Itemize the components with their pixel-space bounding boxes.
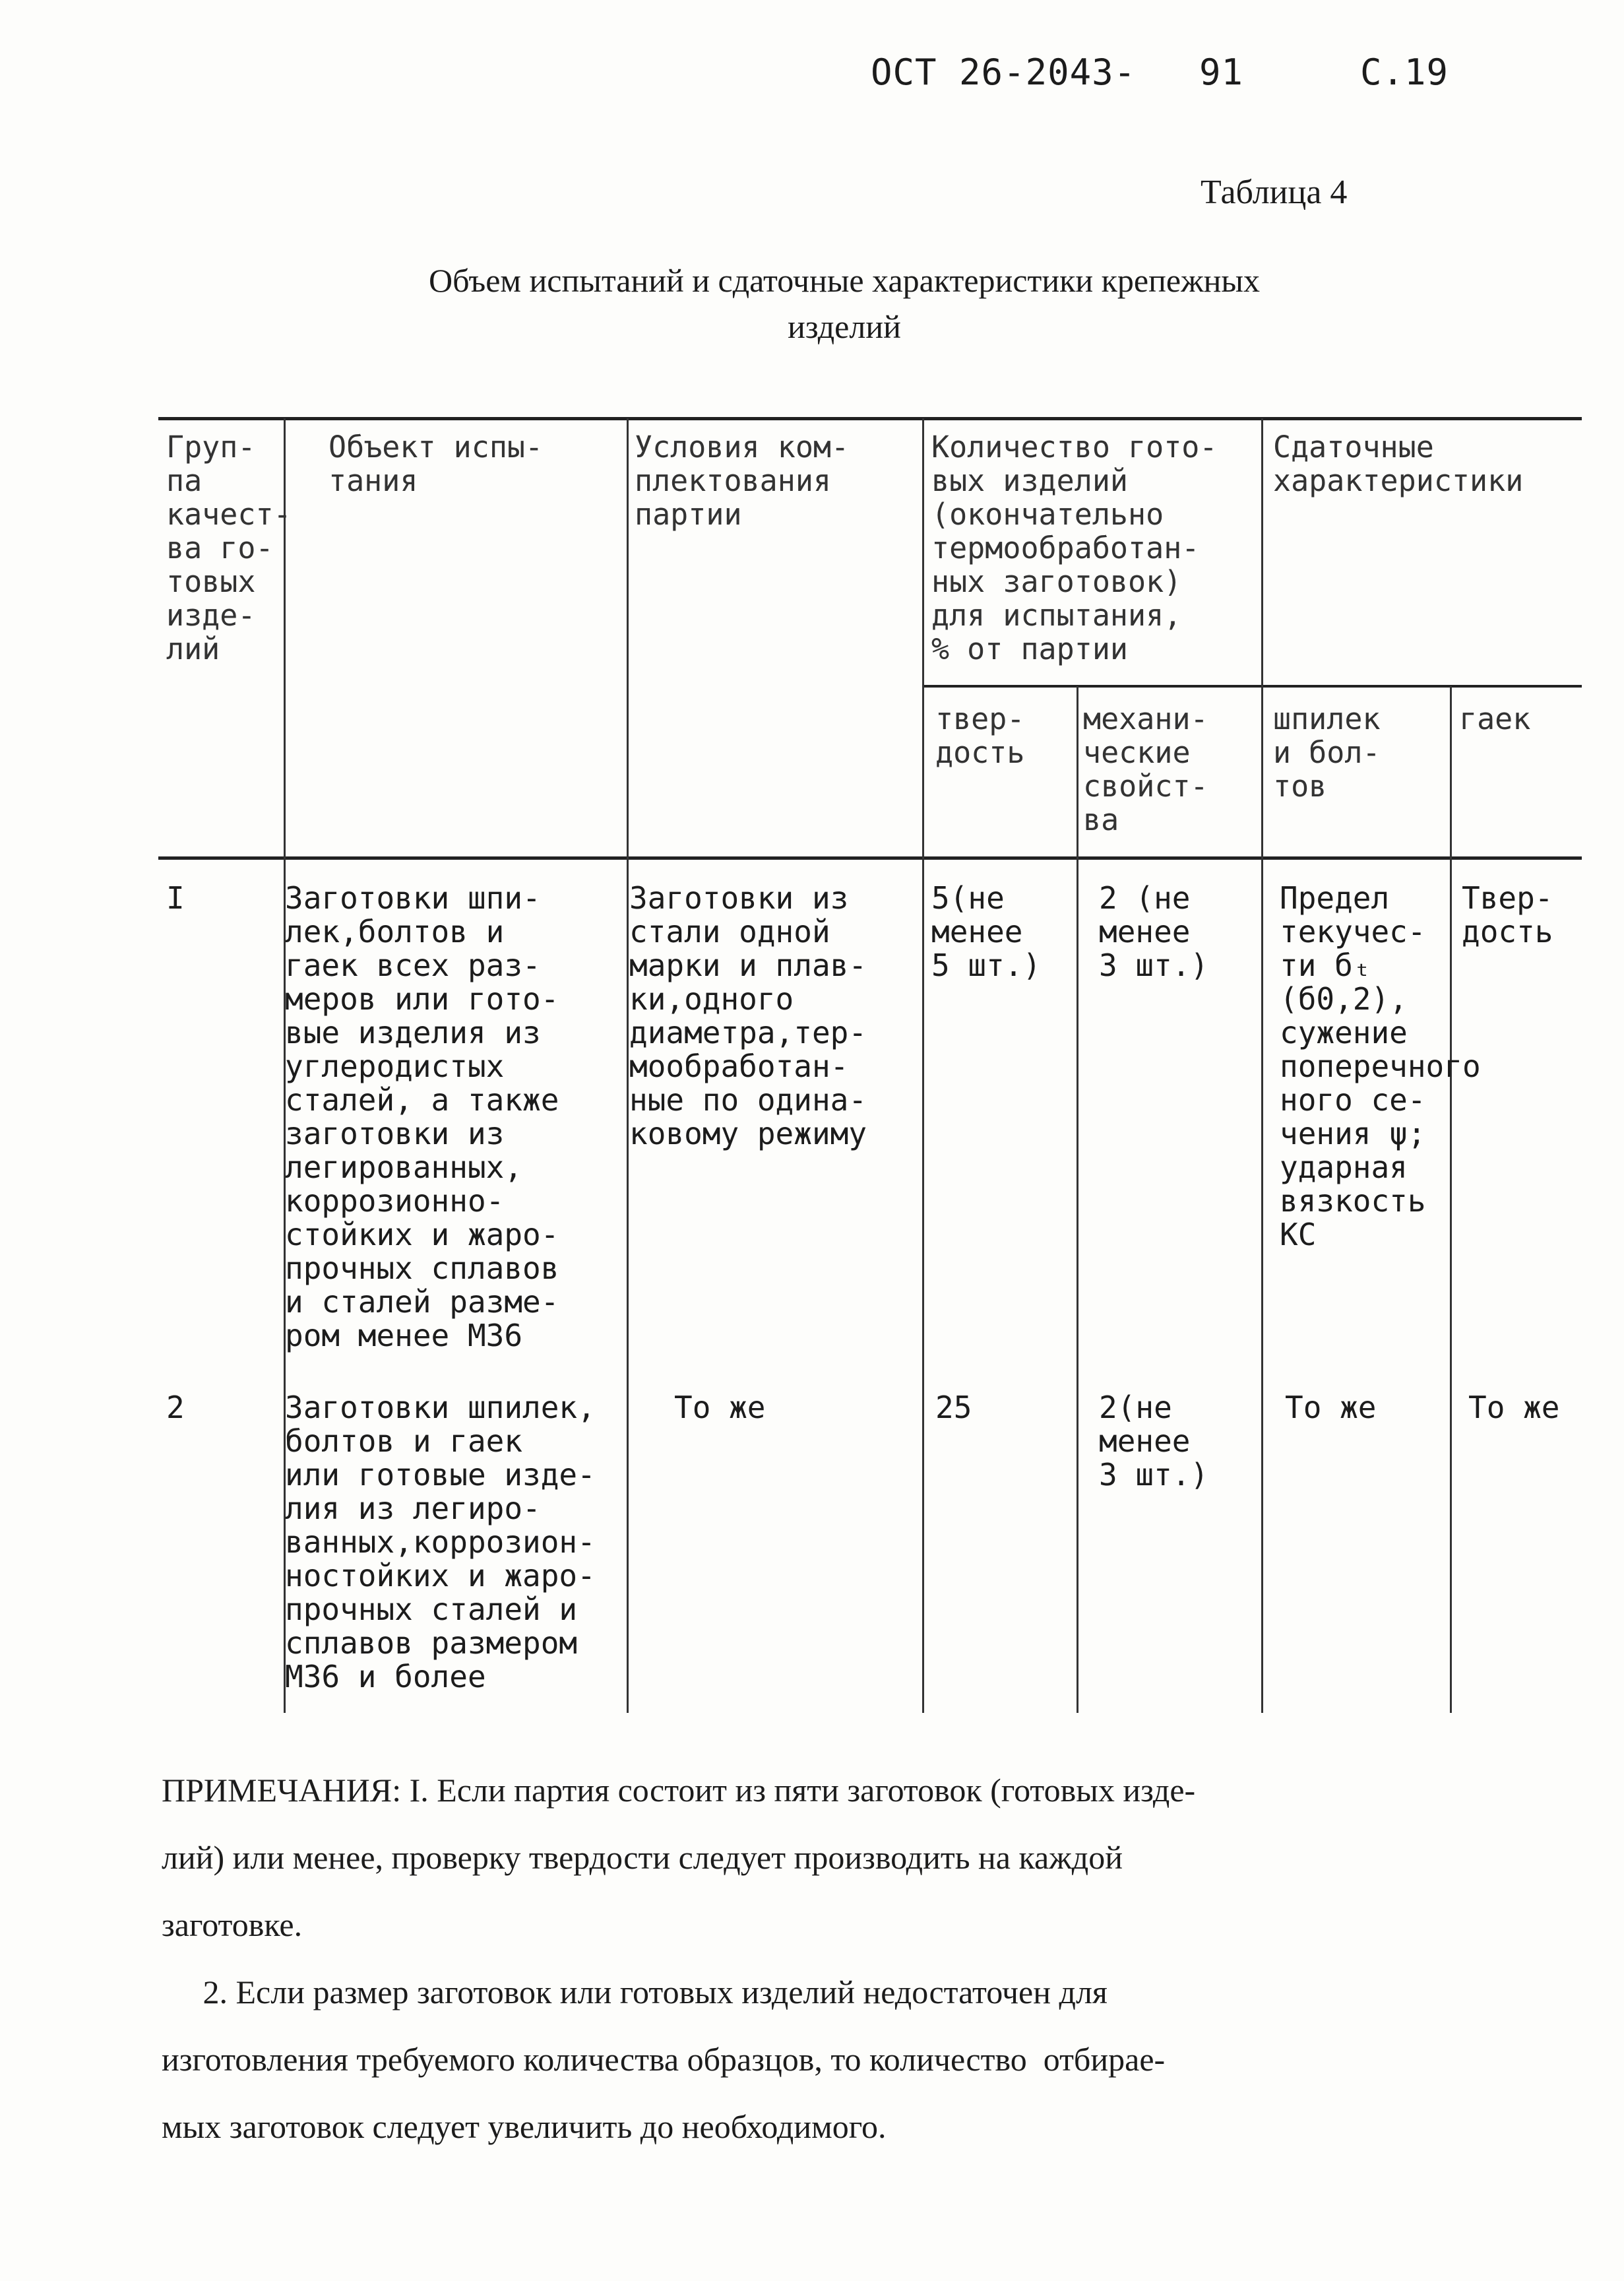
row1-mechanical: 2 (не менее 3 шт.) bbox=[1099, 880, 1209, 983]
row2-nuts: То же bbox=[1468, 1390, 1560, 1425]
col-divider-3 bbox=[922, 418, 924, 1713]
row1-hardness: 5(не менее 5 шт.) bbox=[931, 880, 1042, 983]
row2-hardness: 25 bbox=[935, 1390, 972, 1425]
notes-line-4: 2. Если размер заготовок или готовых изделий недостаточен для bbox=[162, 1974, 1108, 2010]
col-divider-4 bbox=[1077, 686, 1078, 1713]
col-divider-2 bbox=[627, 418, 629, 1713]
header-object: Объект испы- тания bbox=[328, 430, 544, 498]
notes-line-5: изготовления требуемого количества образцов, то количество отбирае- bbox=[162, 2041, 1166, 2078]
row2-studs-bolts: То же bbox=[1285, 1390, 1377, 1425]
document-year: 91 bbox=[1199, 51, 1244, 93]
row2-group: 2 bbox=[166, 1390, 185, 1425]
header-acceptance: Сдаточные характеристики bbox=[1273, 430, 1524, 498]
row2-mechanical: 2(не менее 3 шт.) bbox=[1099, 1390, 1209, 1493]
row2-object: Заготовки шпилек, болтов и гаек или готовые изде- лия из легиро- ванных,коррозион- ностойких и жаро- прочных сталей и сплавов размером М36 и более bbox=[285, 1390, 596, 1694]
page-number: С.19 bbox=[1360, 51, 1449, 93]
table-title: Объем испытаний и сдаточные характеристики крепежных изделий bbox=[429, 262, 1260, 345]
header-nuts: гаек bbox=[1459, 701, 1531, 736]
notes-line-2: лий) или менее, проверку твердости следует производить на каждой bbox=[162, 1839, 1123, 1876]
row1-conditions: Заготовки из стали одной марки и плав- ки,одного диаметра,тер- мообработан- ные по одина- ковому режиму bbox=[629, 880, 867, 1151]
header-quantity: Количество гото- вых изделий (окончательно термообработан- ных заготовок) для испытания, % от партии bbox=[931, 430, 1218, 666]
row2-conditions: То же bbox=[674, 1390, 766, 1425]
document-code: ОСТ 26-2043- bbox=[871, 51, 1137, 93]
col-divider-5 bbox=[1261, 418, 1263, 1713]
table-header-bottom-border bbox=[158, 856, 1582, 860]
table-subheader-border bbox=[922, 685, 1582, 688]
notes-line-3: заготовке. bbox=[162, 1906, 303, 1943]
notes-line-6: мых заготовок следует увеличить до необходимого. bbox=[162, 2108, 887, 2145]
notes-line-1: ПРИМЕЧАНИЯ: I. Если партия состоит из пяти заготовок (готовых изде- bbox=[162, 1772, 1196, 1809]
row1-nuts: Твер- дость bbox=[1462, 880, 1553, 949]
table-top-border bbox=[158, 417, 1582, 420]
header-hardness: твер- дость bbox=[935, 701, 1025, 770]
row1-object: Заготовки шпи- лек,болтов и гаек всех раз- меров или гото- вые изделия из углеродистых сталей, а также заготовки из легированных, коррозионно- стойких и жаро- прочных сплавов и сталей разме- ром менее М36 bbox=[285, 880, 559, 1353]
row1-studs-bolts: Предел текучес- ти бₜ (б0,2), сужение поперечного ного се- чения ψ; ударная вязкость KC bbox=[1280, 880, 1481, 1252]
header-mechanical: механи- ческие свойст- ва bbox=[1083, 701, 1208, 837]
header-conditions: Условия ком- плектования партии bbox=[635, 430, 850, 532]
table-number: Таблица 4 bbox=[1201, 174, 1348, 211]
header-group: Груп- па качест- ва го- товых изде- лий bbox=[166, 430, 292, 666]
header-studs-bolts: шпилек и бол- тов bbox=[1273, 701, 1381, 804]
row1-group: I bbox=[166, 880, 185, 916]
